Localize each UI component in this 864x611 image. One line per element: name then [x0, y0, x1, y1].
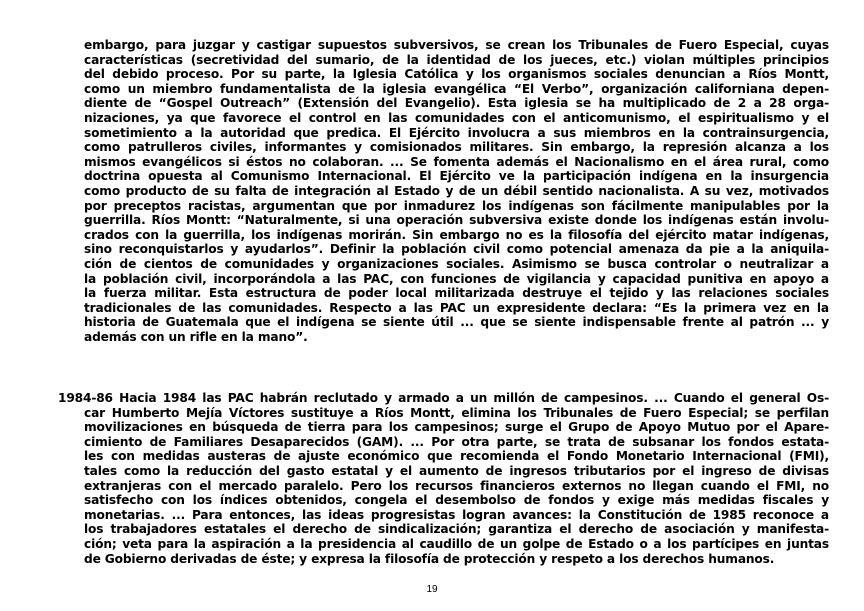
text-line: movilizaciones en búsqueda de tierra para los campesinos; surge el Grupo de Apoyo Mutuo por el Apare- [84, 420, 829, 435]
text-line: mismos evangélicos si éstos no colaboran. ... Se fomenta además el Nacionalismo en el área rural, como [84, 154, 829, 169]
text-line: monetarias. ... Para entonces, las ideas progresistas logran avances: la Constitución de 1985 reconoce a [84, 507, 829, 522]
text-line: por preceptos racistas, argumentan que por inmadurez los indígenas son fácilmente manipulables por la [84, 198, 829, 213]
text-line: tales como la reducción del gasto estatal y el aumento de ingresos tributarios por el ingreso de divisas [84, 463, 829, 478]
text-line: además con un rifle en la mano”. [84, 329, 308, 344]
text-line: les con medidas austeras de ajuste económico que recomienda el Fondo Monetario Internacional (FMI), [84, 449, 829, 464]
body-paragraph-1 [84, 38, 829, 344]
page-number: 19 [426, 584, 438, 595]
text-line: car Humberto Mejía Víctores sustituye a Ríos Montt, elimina los Tribunales de Fuero Especial; se perfilan [84, 405, 829, 420]
text-line: 1984-86 Hacia 1984 las PAC habrán reclutado y armado a un millón de campesinos. ... Cuando el general Os- [58, 391, 829, 405]
text-line: como un miembro fundamentalista de la iglesia evangélica “El Verbo”, organización californiana depen- [84, 81, 829, 96]
text-line: de Gobierno derivadas de éste; y expresa la filosofía de protección y respeto a los derechos humanos. [84, 551, 775, 566]
text-line: sometimiento a la autoridad que predica. El Ejército involucra a sus miembros en la contrainsurgencia, [84, 125, 829, 140]
text-line: características (secretividad del sumario, de la identidad de los jueces, etc.) violan múltiples principios [84, 52, 829, 67]
body-paragraph-2 [58, 391, 829, 566]
text-line: extranjeras con el mercado paralelo. Pero los recursos financieros externos no llegan cuando el FMI, no [84, 478, 829, 493]
text-line: cimiento de Familiares Desaparecidos (GAM). ... Por otra parte, se trata de subsanar los fondos estata- [84, 434, 829, 449]
text-line: crados con la guerrilla, los indígenas morirán. Sin embargo no es la filosofía del ejército matar indígenas, [84, 227, 829, 242]
text-line: como producto de su falta de integración al Estado y de un débil sentido nacionalista. A su vez, motivados [84, 183, 829, 198]
text-line: como patrulleros civiles, informantes y comisionados militares. Sin embargo, la represión alcanza a los [84, 140, 829, 155]
text-line: sino reconquistarlos y ayudarlos”. Definir la población civil como potencial amenaza da pie a la aniquila- [84, 242, 829, 257]
text-line: ción de cientos de comunidades y organizaciones sociales. Asimismo se busca controlar o neutralizar a [84, 256, 829, 271]
text-line: la fuerza militar. Esta estructura de poder local militarizada destruye el tejido y las relaciones sociales [84, 286, 829, 301]
text-line: nizaciones, ya que favorece el control en las comunidades con el anticomunismo, el espiritualismo y el [84, 110, 829, 125]
text-line: doctrina opuesta al Comunismo Internacional. El Ejército ve la participación indígena en la insurgencia [84, 169, 829, 184]
text-line: embargo, para juzgar y castigar supuestos subversivos, se crean los Tribunales de Fuero Especial, cuyas [84, 38, 829, 52]
text-line: guerrilla. Ríos Montt: “Naturalmente, si una operación subversiva existe donde los indígenas están involu- [84, 213, 829, 228]
text-line: del debido proceso. Por su parte, la Iglesia Católica y los organismos sociales denuncian a Ríos Montt, [84, 67, 829, 82]
text-line: historia de Guatemala que el indígena se siente útil ... que se siente indispensable frente al patrón ... y [84, 315, 829, 330]
text-line: diente de “Gospel Outreach” (Extensión del Evangelio). Esta iglesia se ha multiplicado de 2 a 28 orga- [84, 96, 829, 111]
text-line: tradicionales de las comunidades. Respecto a las PAC un expresidente declara: “Es la primera vez en la [84, 300, 829, 315]
text-line: los trabajadores estatales el derecho de sindicalización; garantiza el derecho de asociación y manifesta- [84, 522, 829, 537]
text-line: la población civil, incorporándola a las PAC, con funciones de vigilancia y capacidad punitiva en apoyo a [84, 271, 829, 286]
text-line: ción; veta para la aspiración a la presidencia al caudillo de un golpe de Estado o a los partícipes en juntas [84, 536, 829, 551]
text-line: satisfecho con los índices obtenidos, congela el desembolso de fondos y exige más medidas fiscales y [84, 493, 829, 508]
